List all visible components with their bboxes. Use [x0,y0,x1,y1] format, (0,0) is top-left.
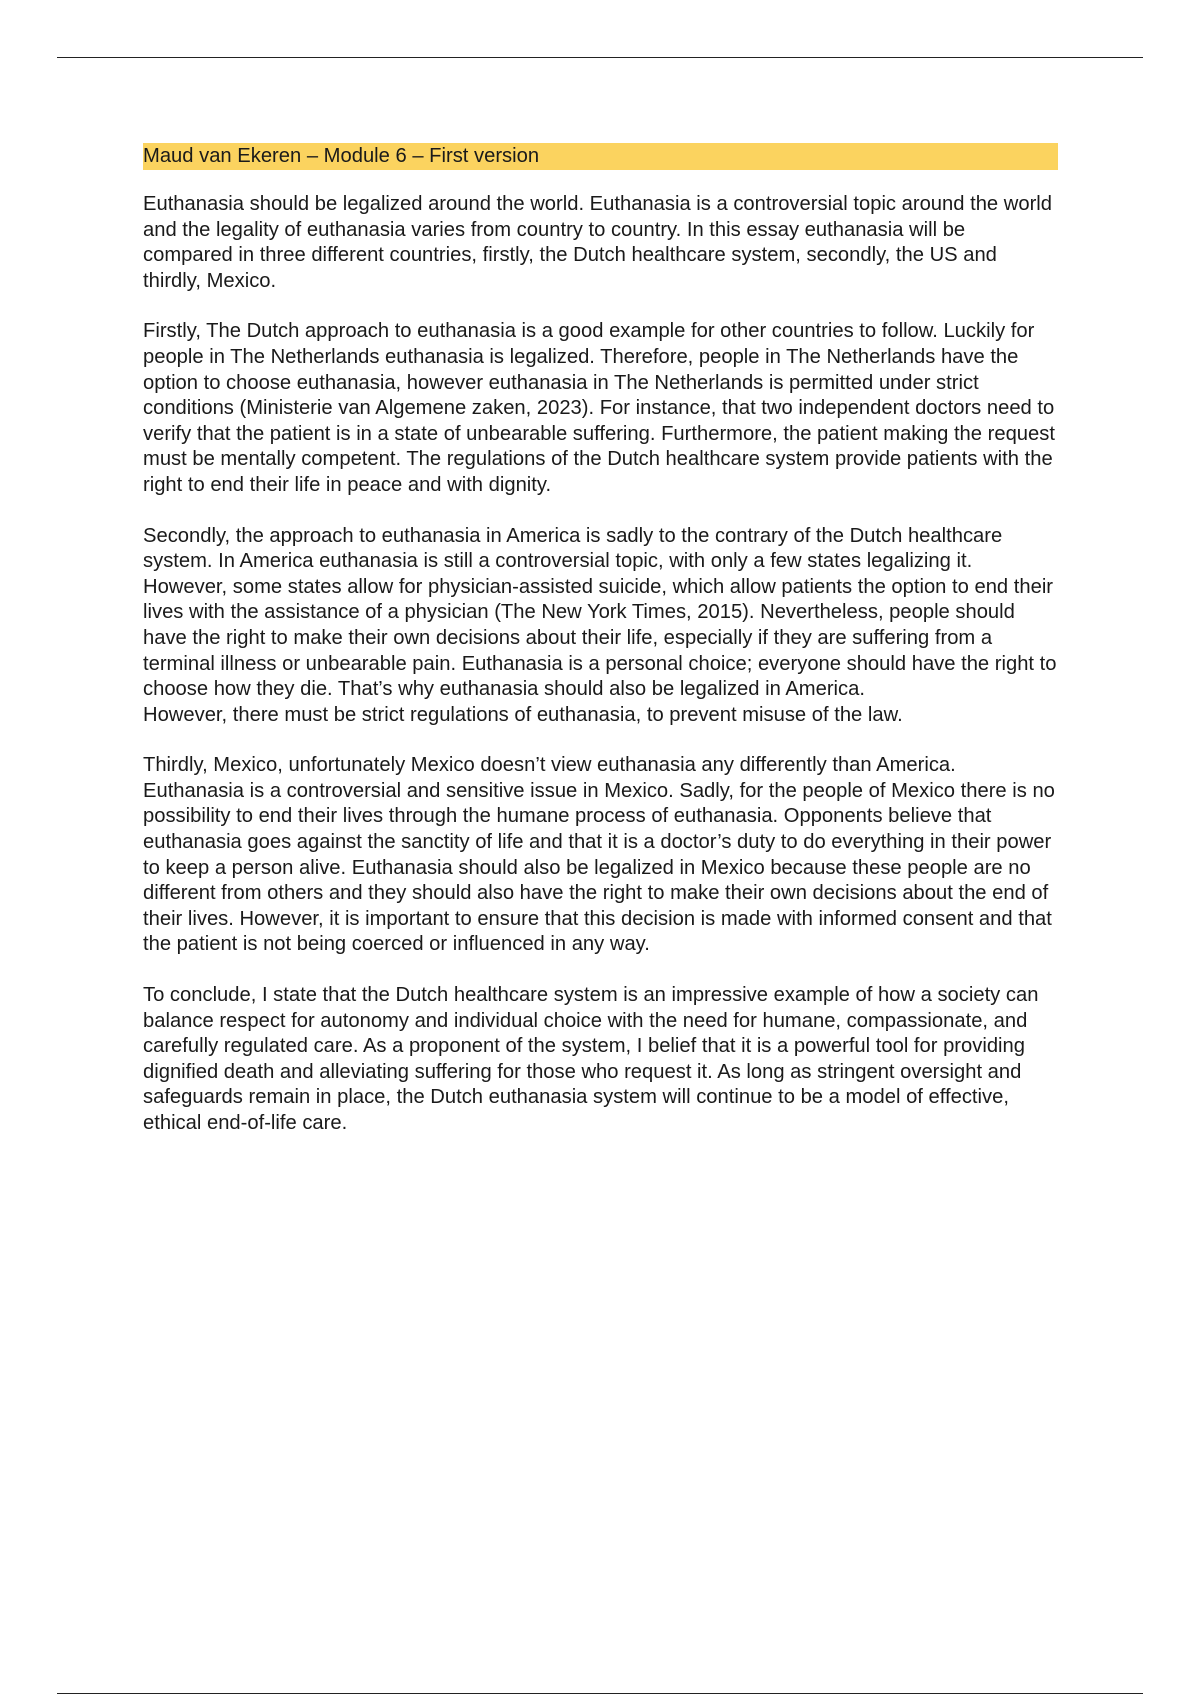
document-body [143,143,1058,1162]
paragraph-text: To conclude, I state that the Dutch healthcare system is an impressive example of how a society can balance respect for autonomy and individual choice with the need for humane, compassionate, and carefully regulated care. As a proponent of the system, I belief that it is a powerful tool for providing dignified death and alleviating suffering for those who request it. As long as stringent oversight and safeguards remain in place, the Dutch euthanasia system will continue to be a model of effective, ethical end-of-life care. [143,984,1039,1134]
footer-rule [57,1693,1143,1694]
paragraph-netherlands [143,319,1058,498]
paragraph-mexico [143,753,1058,958]
paragraph-america [143,524,1058,729]
document-title: Maud van Ekeren – Module 6 – First version [143,143,1058,170]
paragraph-text: Thirdly, Mexico, unfortunately Mexico doesn’t view euthanasia any differently than America. Euthanasia is a controversial and sensitive issue in Mexico. Sadly, for the people of Mexico there is no possibility to end their lives through the humane process of euthanasia. Opponents believe that euthanasia goes against the sanctity of life and that it is a doctor’s duty to do everything in their power to keep a person alive. Euthanasia should also be legalized in Mexico because these people are no different from others and they should also have the right to make their own decisions about the end of their lives. However, it is important to ensure that this decision is made with informed consent and that the patient is not being coerced or influenced in any way. [143,754,1055,956]
paragraph-text: Euthanasia should be legalized around the world. Euthanasia is a controversial topic around the world and the legality of euthanasia varies from country to country. In this essay euthanasia will be compared in three different countries, firstly, the Dutch healthcare system, secondly, the US and thirdly, Mexico. [143,193,1053,292]
paragraph-introduction [143,192,1058,294]
paragraph-text: However, there must be strict regulations of euthanasia, to prevent misuse of the law. [143,703,903,726]
paragraph-text: Secondly, the approach to euthanasia in America is sadly to the contrary of the Dutch healthcare system. In America euthanasia is still a controversial topic, with only a few states legalizing it. However, some states allow for physician-assisted suicide, which allow patients the option to end their lives with the assistance of a physician (The New York Times, 2015). Nevertheless, people should have the right to make their own decisions about their life, especially if they are suffering from a terminal illness or unbearable pain. Euthanasia is a personal choice; everyone should have the right to choose how they die. That’s why euthanasia should also be legalized in America. [143,524,1057,701]
header-rule [57,57,1143,58]
paragraph-text: Firstly, The Dutch approach to euthanasia is a good example for other countries to follow. Luckily for people in The Netherlands euthanasia is legalized. Therefore, people in The Netherlands have the option to choose euthanasia, however euthanasia in The Netherlands is permitted under strict conditions (Ministerie van Algemene zaken, 2023). For instance, that two independent doctors need to verify that the patient is in a state of unbearable suffering. Furthermore, the patient making the request must be mentally competent. The regulations of the Dutch healthcare system provide patients with the right to end their life in peace and with dignity. [143,320,1055,496]
paragraph-conclusion [143,983,1058,1137]
